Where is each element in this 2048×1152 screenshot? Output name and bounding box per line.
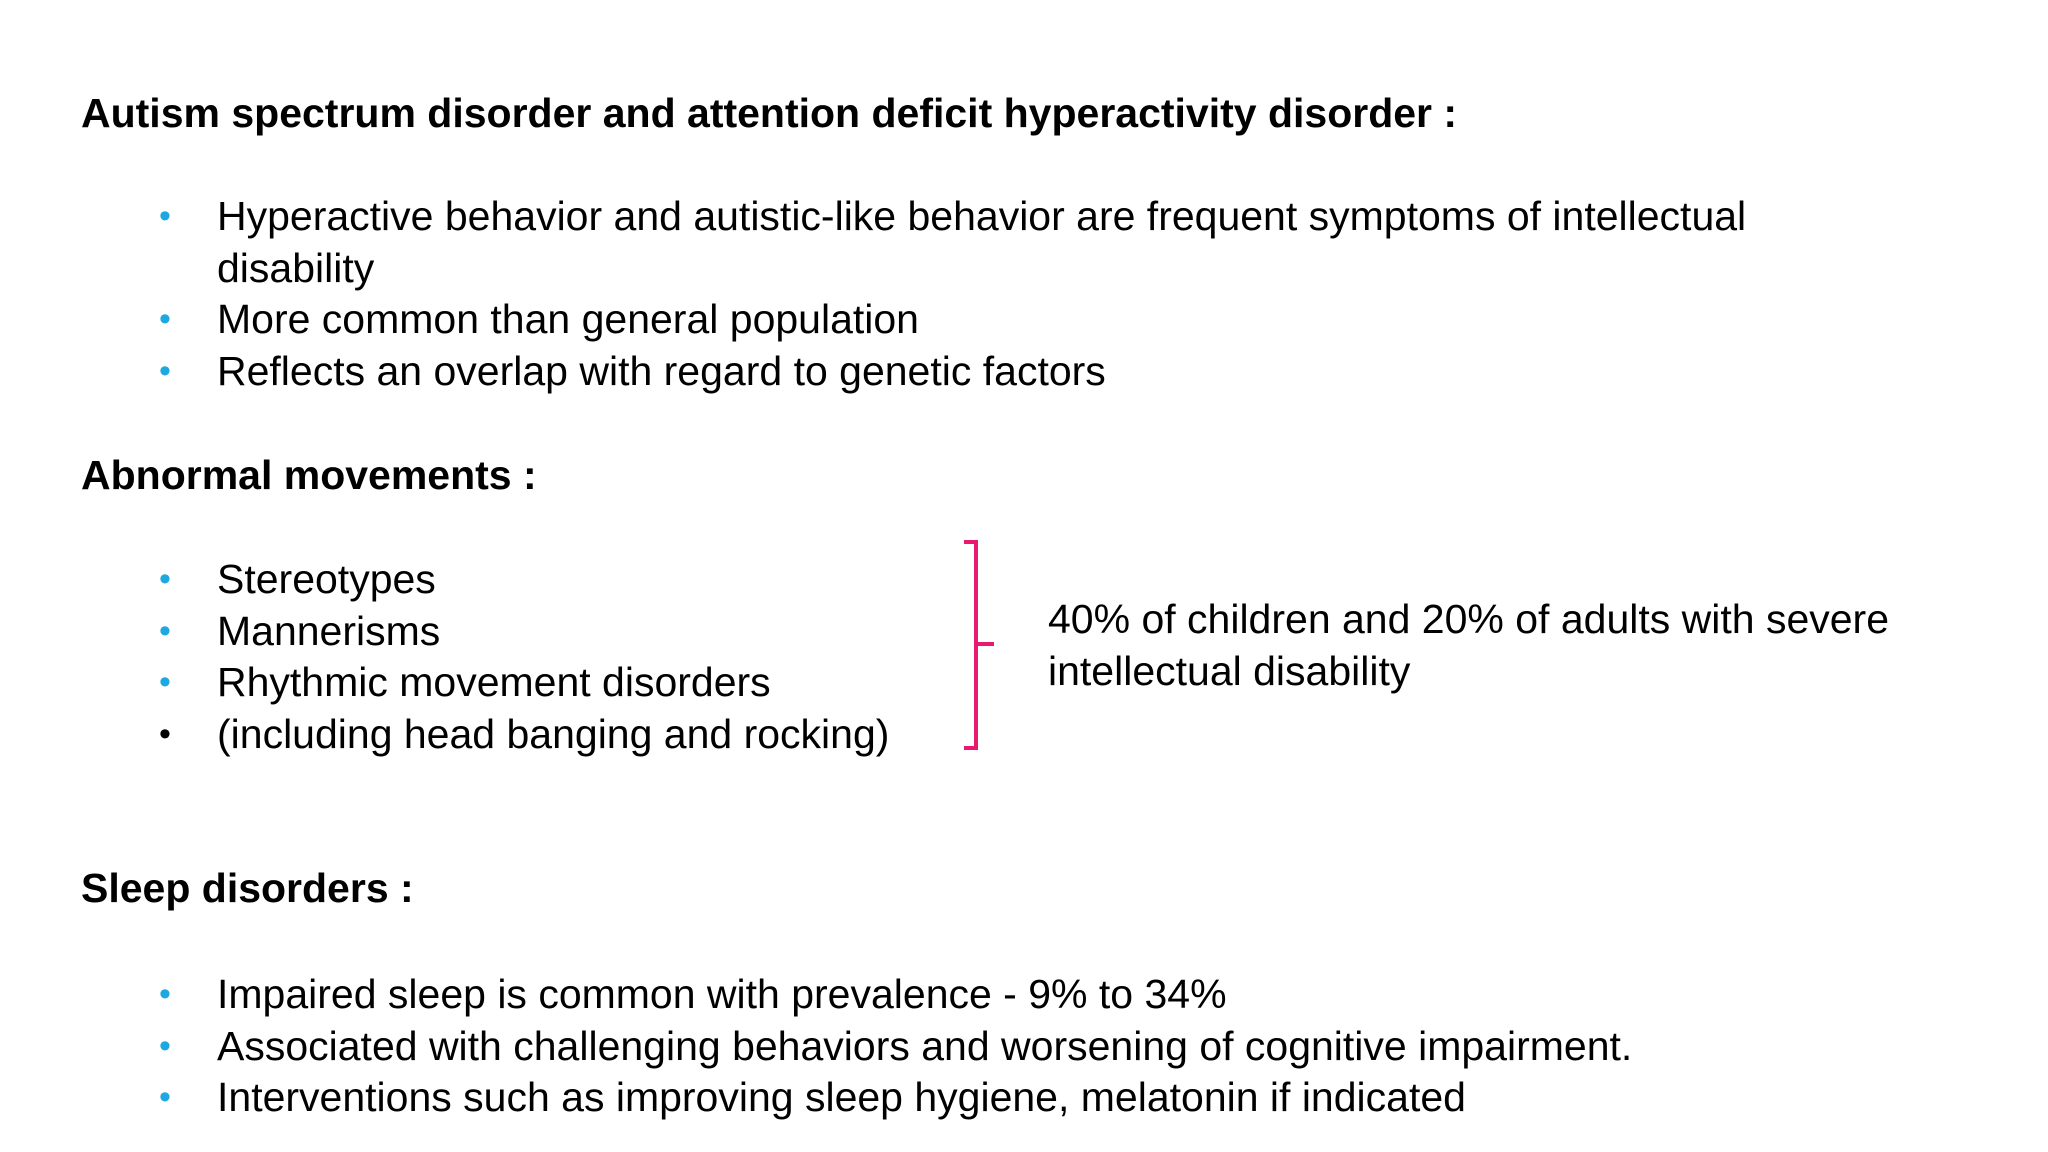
section-heading-abnormal-movements: Abnormal movements : xyxy=(81,452,537,498)
list-item: • Hyperactive behavior and autistic-like behavior are frequent symptoms of intellectual disability xyxy=(159,193,1747,291)
bullet-dot-icon: • xyxy=(159,1078,171,1116)
list-item: • Stereotypes xyxy=(157,554,977,606)
bullet-dot-icon: • xyxy=(159,351,171,390)
bullet-dot-icon: • xyxy=(159,714,171,753)
abnormal-movements-list xyxy=(157,554,977,760)
bullet-dot-icon: • xyxy=(159,611,171,650)
bullet-dot-icon: • xyxy=(159,975,171,1013)
bullet-dot-icon: • xyxy=(159,663,171,701)
bullet-dot-icon: • xyxy=(159,300,171,338)
list-item: • Rhythmic movement disorders xyxy=(157,657,977,709)
list-item: • Interventions such as improving sleep hygiene, melatonin if indicated xyxy=(157,1072,1957,1124)
list-item: • Mannerisms xyxy=(157,606,977,658)
autism-adhd-list xyxy=(157,191,1877,397)
bullet-dot-icon: • xyxy=(159,1026,171,1065)
sleep-disorders-list xyxy=(157,969,1957,1124)
list-item: • (including head banging and rocking) xyxy=(157,709,977,761)
bullet-dot-icon: • xyxy=(159,560,171,598)
section-heading-sleep-disorders: Sleep disorders : xyxy=(81,865,414,911)
list-item: • Associated with challenging behaviors and worsening of cognitive impairment. xyxy=(157,1021,1957,1073)
list-item: • Reflects an overlap with regard to genetic factors xyxy=(157,346,1877,398)
right-brace-icon xyxy=(958,539,1004,753)
abnormal-movements-prevalence-note: 40% of children and 20% of adults with severe intellectual disability xyxy=(1048,596,1890,694)
list-item: • More common than general population xyxy=(157,294,1877,346)
section-heading-autism-adhd: Autism spectrum disorder and attention deficit hyperactivity disorder : xyxy=(81,90,1458,136)
bullet-dot-icon: • xyxy=(159,197,171,235)
list-item: • Impaired sleep is common with prevalence - 9% to 34% xyxy=(157,969,1957,1021)
